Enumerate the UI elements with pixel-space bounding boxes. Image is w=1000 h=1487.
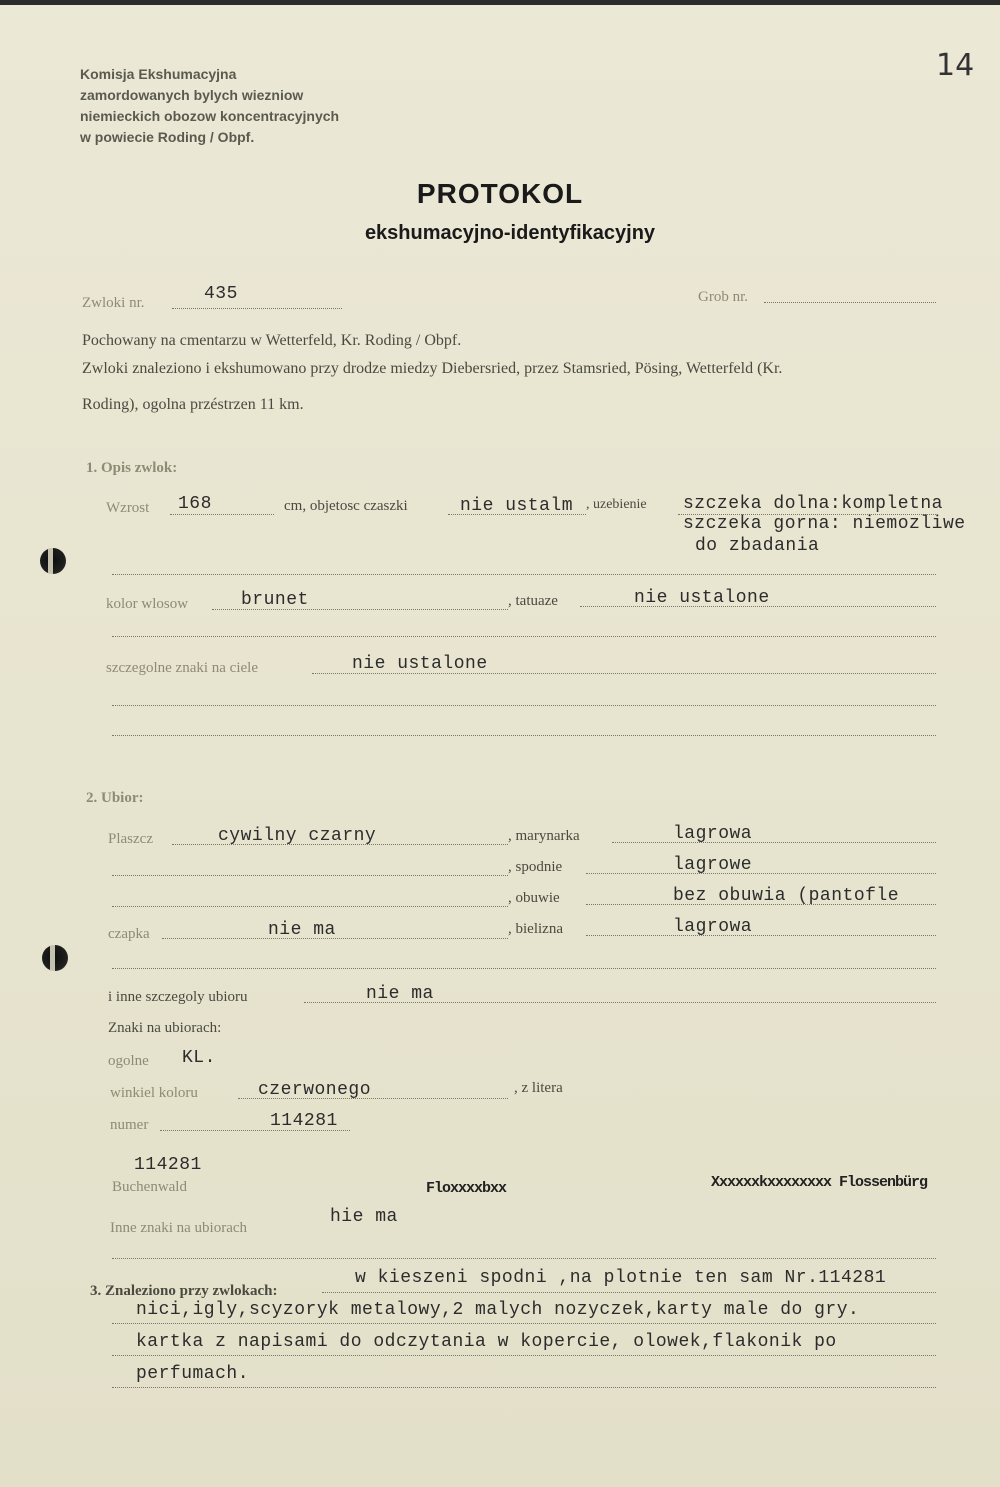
coat-value: cywilny czarny (218, 826, 377, 846)
burial-text: Pochowany na cmentarzu w Wetterfeld, Kr. Roding / Obpf. (82, 332, 462, 349)
blank-line (112, 574, 936, 575)
teeth-line-1: szczeka dolna:kompletna (683, 494, 943, 514)
blank-line (112, 1258, 936, 1259)
marks-on-clothes-label: Znaki na ubiorach: (108, 1020, 222, 1036)
underwear-value: lagrowa (673, 917, 753, 937)
marks-label: szczegolne znaki na ciele (106, 660, 258, 676)
trousers-line (586, 873, 936, 874)
section-2-heading: 2. Ubior: (86, 790, 144, 806)
other-details-label: i inne szczegoly ubioru (108, 989, 248, 1005)
struck-camp-name-2: Xxxxxxkxxxxxxxx Flossenbürg (711, 1174, 928, 1191)
camp-name: Buchenwald (112, 1179, 187, 1195)
corpse-number-line (172, 308, 342, 309)
section-3-heading: 3. Znaleziono przy zwlokach: (90, 1283, 278, 1299)
other-details-value: nie ma (366, 984, 434, 1004)
hair-value: brunet (241, 590, 309, 610)
found-items-line (112, 1323, 936, 1324)
hair-label: kolor wlosow (106, 596, 189, 612)
corpse-number-label: Zwloki nr. (82, 295, 145, 311)
other-marks-label: Inne znaki na ubiorach (110, 1220, 248, 1236)
punch-hole-bottom (42, 945, 68, 971)
teeth-line-3: do zbadania (695, 536, 820, 556)
underwear-line (586, 935, 936, 936)
general-label: ogolne (108, 1053, 149, 1069)
header-line: niemieckich obozow koncentracyjnych (80, 108, 340, 124)
triangle-label: winkiel koloru (110, 1085, 198, 1101)
found-text-line-1: Zwloki znaleziono i ekshumowano przy drodze miedzy Diebersried, przez Stamsried, Pösing, Wetterfeld (Kr. (82, 360, 783, 377)
header-line: w powiecie Roding / Obpf. (80, 129, 255, 145)
tattoo-label: , tatuaze (508, 593, 558, 609)
punch-hole-top (40, 548, 66, 574)
blank-line (112, 875, 508, 876)
height-label: Wzrost (106, 500, 150, 516)
height-line (170, 514, 274, 515)
blank-line (112, 906, 508, 907)
marks-value: nie ustalone (352, 654, 488, 674)
shoes-label: , obuwie (508, 890, 560, 906)
found-items-line-1: w kieszeni spodni ,na plotnie ten sam Nr.114281 (355, 1268, 887, 1288)
number-value: 114281 (270, 1111, 338, 1131)
corpse-number-value: 435 (204, 284, 238, 304)
jacket-label: , marynarka (508, 828, 580, 844)
height-value: 168 (178, 494, 212, 514)
grave-number-label: Grob nr. (698, 289, 748, 305)
grave-number-line (764, 302, 936, 303)
teeth-label: , uzebienie (586, 497, 647, 512)
found-items-line (112, 1355, 936, 1356)
jacket-value: lagrowa (673, 824, 753, 844)
found-items-line (112, 1387, 936, 1388)
jacket-line (612, 842, 936, 843)
shoes-value: bez obuwia (pantofle (673, 886, 900, 906)
document-subtitle: ekshumacyjno-identyfikacyjny (364, 222, 656, 244)
cap-label: czapka (108, 926, 150, 942)
camp-number: 114281 (134, 1155, 202, 1175)
section-1-heading: 1. Opis zwlok: (86, 460, 178, 476)
cap-value: nie ma (268, 920, 336, 940)
blank-line (112, 636, 936, 637)
document-title: PROTOKOL (416, 178, 584, 209)
general-value: KL. (182, 1048, 216, 1068)
found-items-line (322, 1292, 936, 1293)
number-label: numer (110, 1117, 149, 1133)
blank-line (112, 705, 936, 706)
cm-skull-label: cm, objetosc czaszki (284, 498, 408, 514)
commission-header (80, 64, 339, 148)
trousers-value: lagrowe (673, 855, 753, 875)
page-number: 14 (936, 48, 975, 83)
other-marks-value: hie ma (330, 1207, 398, 1227)
blank-line (112, 968, 936, 969)
found-items-line-4: perfumach. (136, 1364, 250, 1384)
blank-line (112, 735, 936, 736)
found-items-line-3: kartka z napisami do odczytania w kopercie, olowek,flakonik po (136, 1332, 837, 1352)
header-line: zamordowanych bylych wiezniow (80, 87, 304, 103)
coat-label: Plaszcz (108, 831, 153, 847)
found-items-line-2: nici,igly,scyzoryk metalowy,2 malych nozyczek,karty male do gry. (136, 1300, 860, 1320)
trousers-label: , spodnie (508, 859, 563, 875)
underwear-label: , bielizna (508, 921, 563, 937)
header-line: Komisja Ekshumacyjna (80, 66, 237, 82)
triangle-value: czerwonego (258, 1080, 372, 1100)
tattoo-value: nie ustalone (634, 588, 770, 608)
letter-label: , z litera (514, 1080, 563, 1096)
struck-camp-name-1: Floxxxxbxx (426, 1180, 507, 1197)
found-text-line-2: Roding), ogolna przéstrzen 11 km. (82, 396, 304, 413)
teeth-line-2: szczeka gorna: niemozliwe (683, 514, 966, 534)
scan-edge (0, 0, 1000, 5)
skull-value: nie ustalm (460, 496, 574, 516)
